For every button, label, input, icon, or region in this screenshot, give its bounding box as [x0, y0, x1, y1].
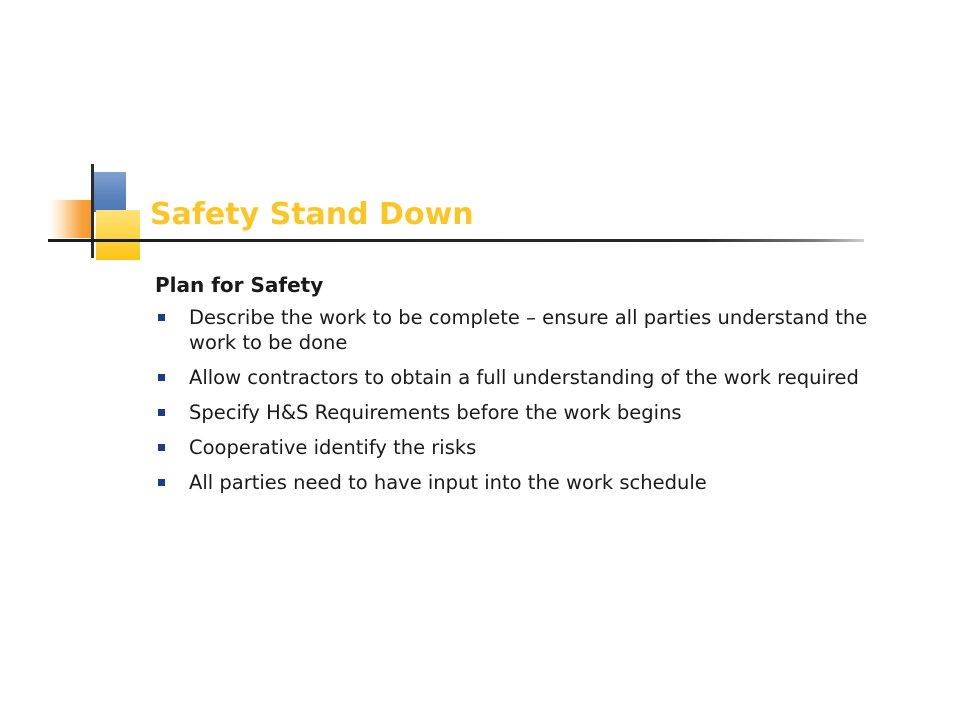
bullet-item	[155, 470, 875, 495]
bullet-list	[155, 305, 875, 505]
square-bullet-icon	[158, 314, 165, 321]
bullet-item	[155, 365, 875, 390]
bullet-text: All parties need to have input into the work schedule	[189, 471, 707, 494]
bullet-text: Cooperative identify the risks	[189, 436, 477, 459]
section-heading: Plan for Safety	[155, 273, 324, 297]
square-bullet-icon	[158, 374, 165, 381]
title-underline-rule	[48, 239, 864, 242]
orange-square-decoration	[50, 200, 92, 238]
blue-square-decoration	[94, 172, 126, 212]
bullet-item	[155, 400, 875, 425]
bullet-text: Specify H&S Requirements before the work begins	[189, 401, 682, 424]
square-bullet-icon	[158, 409, 165, 416]
bullet-text: Describe the work to be complete – ensure all parties understand the work to be done	[189, 306, 868, 354]
yellow-square-decoration	[96, 210, 140, 260]
bullet-item	[155, 305, 875, 355]
square-bullet-icon	[158, 444, 165, 451]
slide-title: Safety Stand Down	[150, 197, 474, 232]
square-bullet-icon	[158, 479, 165, 486]
bullet-text: Allow contractors to obtain a full understanding of the work required	[189, 366, 859, 389]
vertical-rule	[91, 164, 94, 258]
bullet-item	[155, 435, 875, 460]
